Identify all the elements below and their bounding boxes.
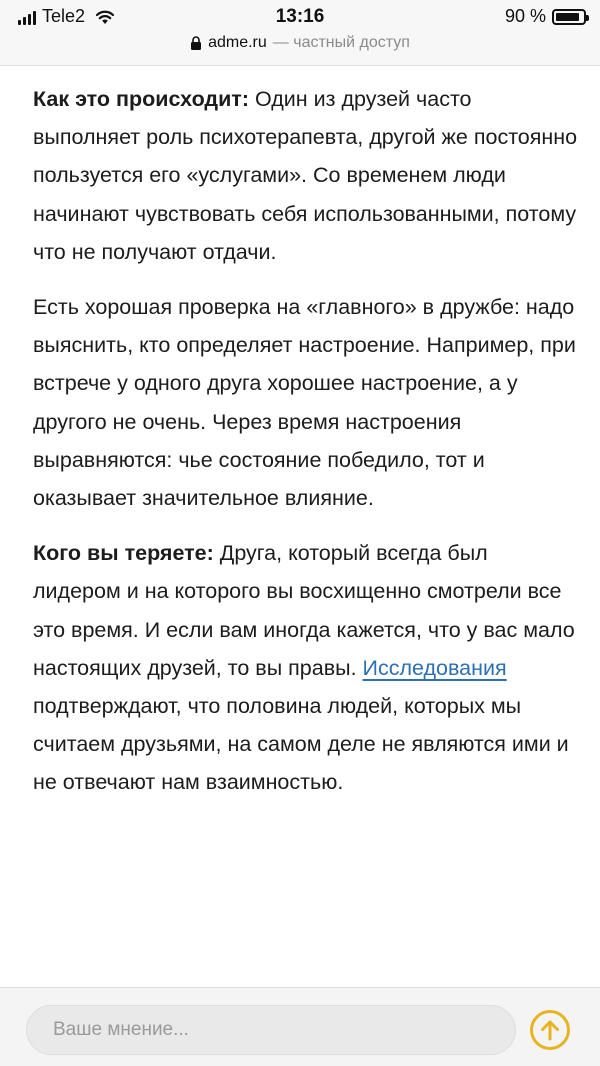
article-body — [33, 80, 578, 819]
url-domain: adme.ru — [208, 34, 267, 51]
paragraph-text: Есть хорошая проверка на «главного» в дружбе: надо выяснить, кто определяет настроение. Например, при встрече у одного друга хорошее настроение, а у другого не очень. Через время настроения выравняются: чье состояние победило, тот и оказывает значительное влияние. — [33, 295, 576, 511]
paragraph-text: Один из друзей часто выполняет роль психотерапевта, другой же постоянно пользуется его «услугами». Со временем люди начинают чувствовать себя использованными, потому что не получают отдачи. — [33, 87, 578, 264]
system-status-row — [0, 6, 600, 30]
browser-status-bar — [0, 0, 600, 66]
clock: 13:16 — [275, 6, 325, 27]
address-bar[interactable] — [0, 34, 600, 52]
comment-bar — [0, 987, 600, 1066]
battery-icon — [552, 9, 586, 25]
send-button[interactable] — [530, 1010, 570, 1050]
paragraph-heading: Кого вы теряете: — [33, 541, 214, 566]
battery-percent: 90 % — [504, 6, 546, 26]
paragraph-heading: Как это происходит: — [33, 87, 249, 111]
comment-input[interactable] — [26, 1005, 516, 1055]
url-subtitle: — частный доступ — [272, 34, 410, 51]
research-link[interactable]: Исследования — [362, 655, 507, 680]
article-paragraph — [33, 288, 578, 517]
paragraph-text: подтверждают, что половина людей, которых мы считаем друзьями, на самом деле не являются ими и не отвечают нам взаимностью. — [33, 694, 569, 795]
article-paragraph — [33, 534, 578, 801]
arrow-up-icon — [538, 1018, 562, 1042]
paragraph-text: Друга, который всегда был лидером и на которого вы восхищенно смотрели все это время. И если вам иногда кажется, что у вас мало настоящих друзей, то вы правы. — [33, 541, 575, 680]
battery-info — [505, 6, 586, 27]
carrier-name: Tele2 — [42, 6, 86, 26]
lock-icon — [190, 36, 202, 50]
battery-fill — [556, 13, 579, 21]
article-paragraph — [33, 80, 578, 271]
